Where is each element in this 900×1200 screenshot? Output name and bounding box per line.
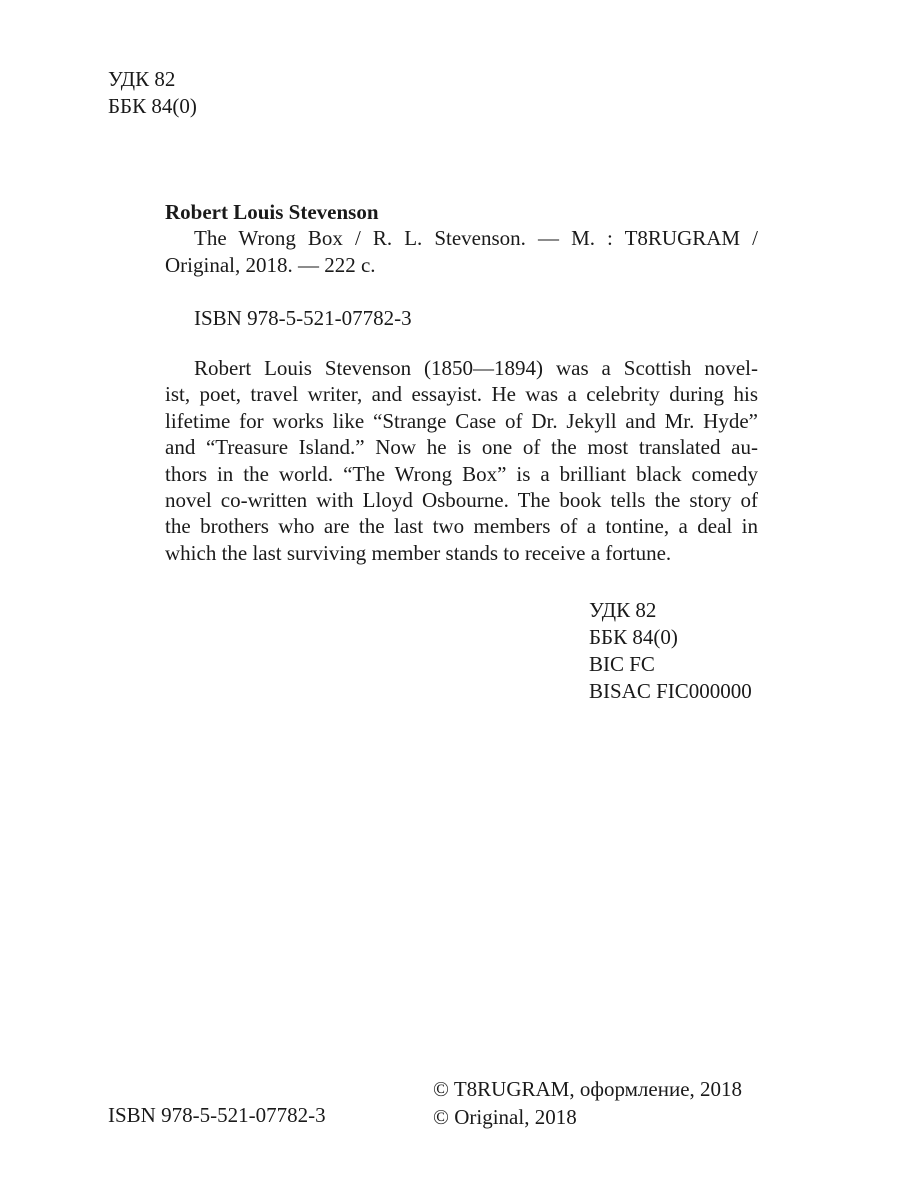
citation-line-1: The Wrong Box / R. L. Stevenson. — M. : T8RUGRAM /	[194, 226, 758, 250]
annotation-line: thors in the world. “The Wrong Box” is a brilliant black comedy	[165, 461, 758, 486]
author-heading: Robert Louis Stevenson	[165, 200, 379, 224]
annotation-line: Robert Louis Stevenson (1850—1894) was a Scottish novel-	[194, 356, 758, 380]
udk-code: УДК 82	[108, 67, 176, 91]
bbk-code: ББК 84(0)	[108, 94, 197, 118]
bbk-code: ББК 84(0)	[589, 625, 678, 649]
annotation-paragraph	[165, 355, 758, 566]
annotation-line: ist, poet, travel writer, and essayist. He was a celebrity during his	[165, 382, 758, 407]
classification-codes-bottom	[589, 597, 752, 705]
copyright-publisher: © Original, 2018	[433, 1105, 577, 1129]
annotation-line: novel co-written with Lloyd Osbourne. The book tells the story of	[165, 488, 758, 513]
citation-line-2: Original, 2018. — 222 с.	[165, 253, 376, 277]
udk-code: УДК 82	[589, 598, 657, 622]
annotation-line: the brothers who are the last two members of a tontine, a deal in	[165, 514, 758, 539]
copyright-notices	[433, 1075, 742, 1131]
annotation-line: and “Treasure Island.” Now he is one of the most translated au-	[165, 435, 758, 460]
annotation-line: lifetime for works like “Strange Case of Dr. Jekyll and Mr. Hyde”	[165, 408, 758, 433]
annotation-line: which the last surviving member stands to receive a fortune.	[165, 540, 672, 565]
isbn-main: ISBN 978-5-521-07782-3	[194, 306, 412, 330]
copyright-design: © T8RUGRAM, оформление, 2018	[433, 1077, 743, 1101]
classification-codes-top	[108, 66, 197, 120]
bic-code: BIC FC	[589, 652, 655, 676]
isbn-footer: ISBN 978-5-521-07782-3	[108, 1103, 326, 1127]
bibliographic-citation	[165, 225, 758, 279]
bisac-code: BISAC FIC000000	[589, 679, 752, 703]
